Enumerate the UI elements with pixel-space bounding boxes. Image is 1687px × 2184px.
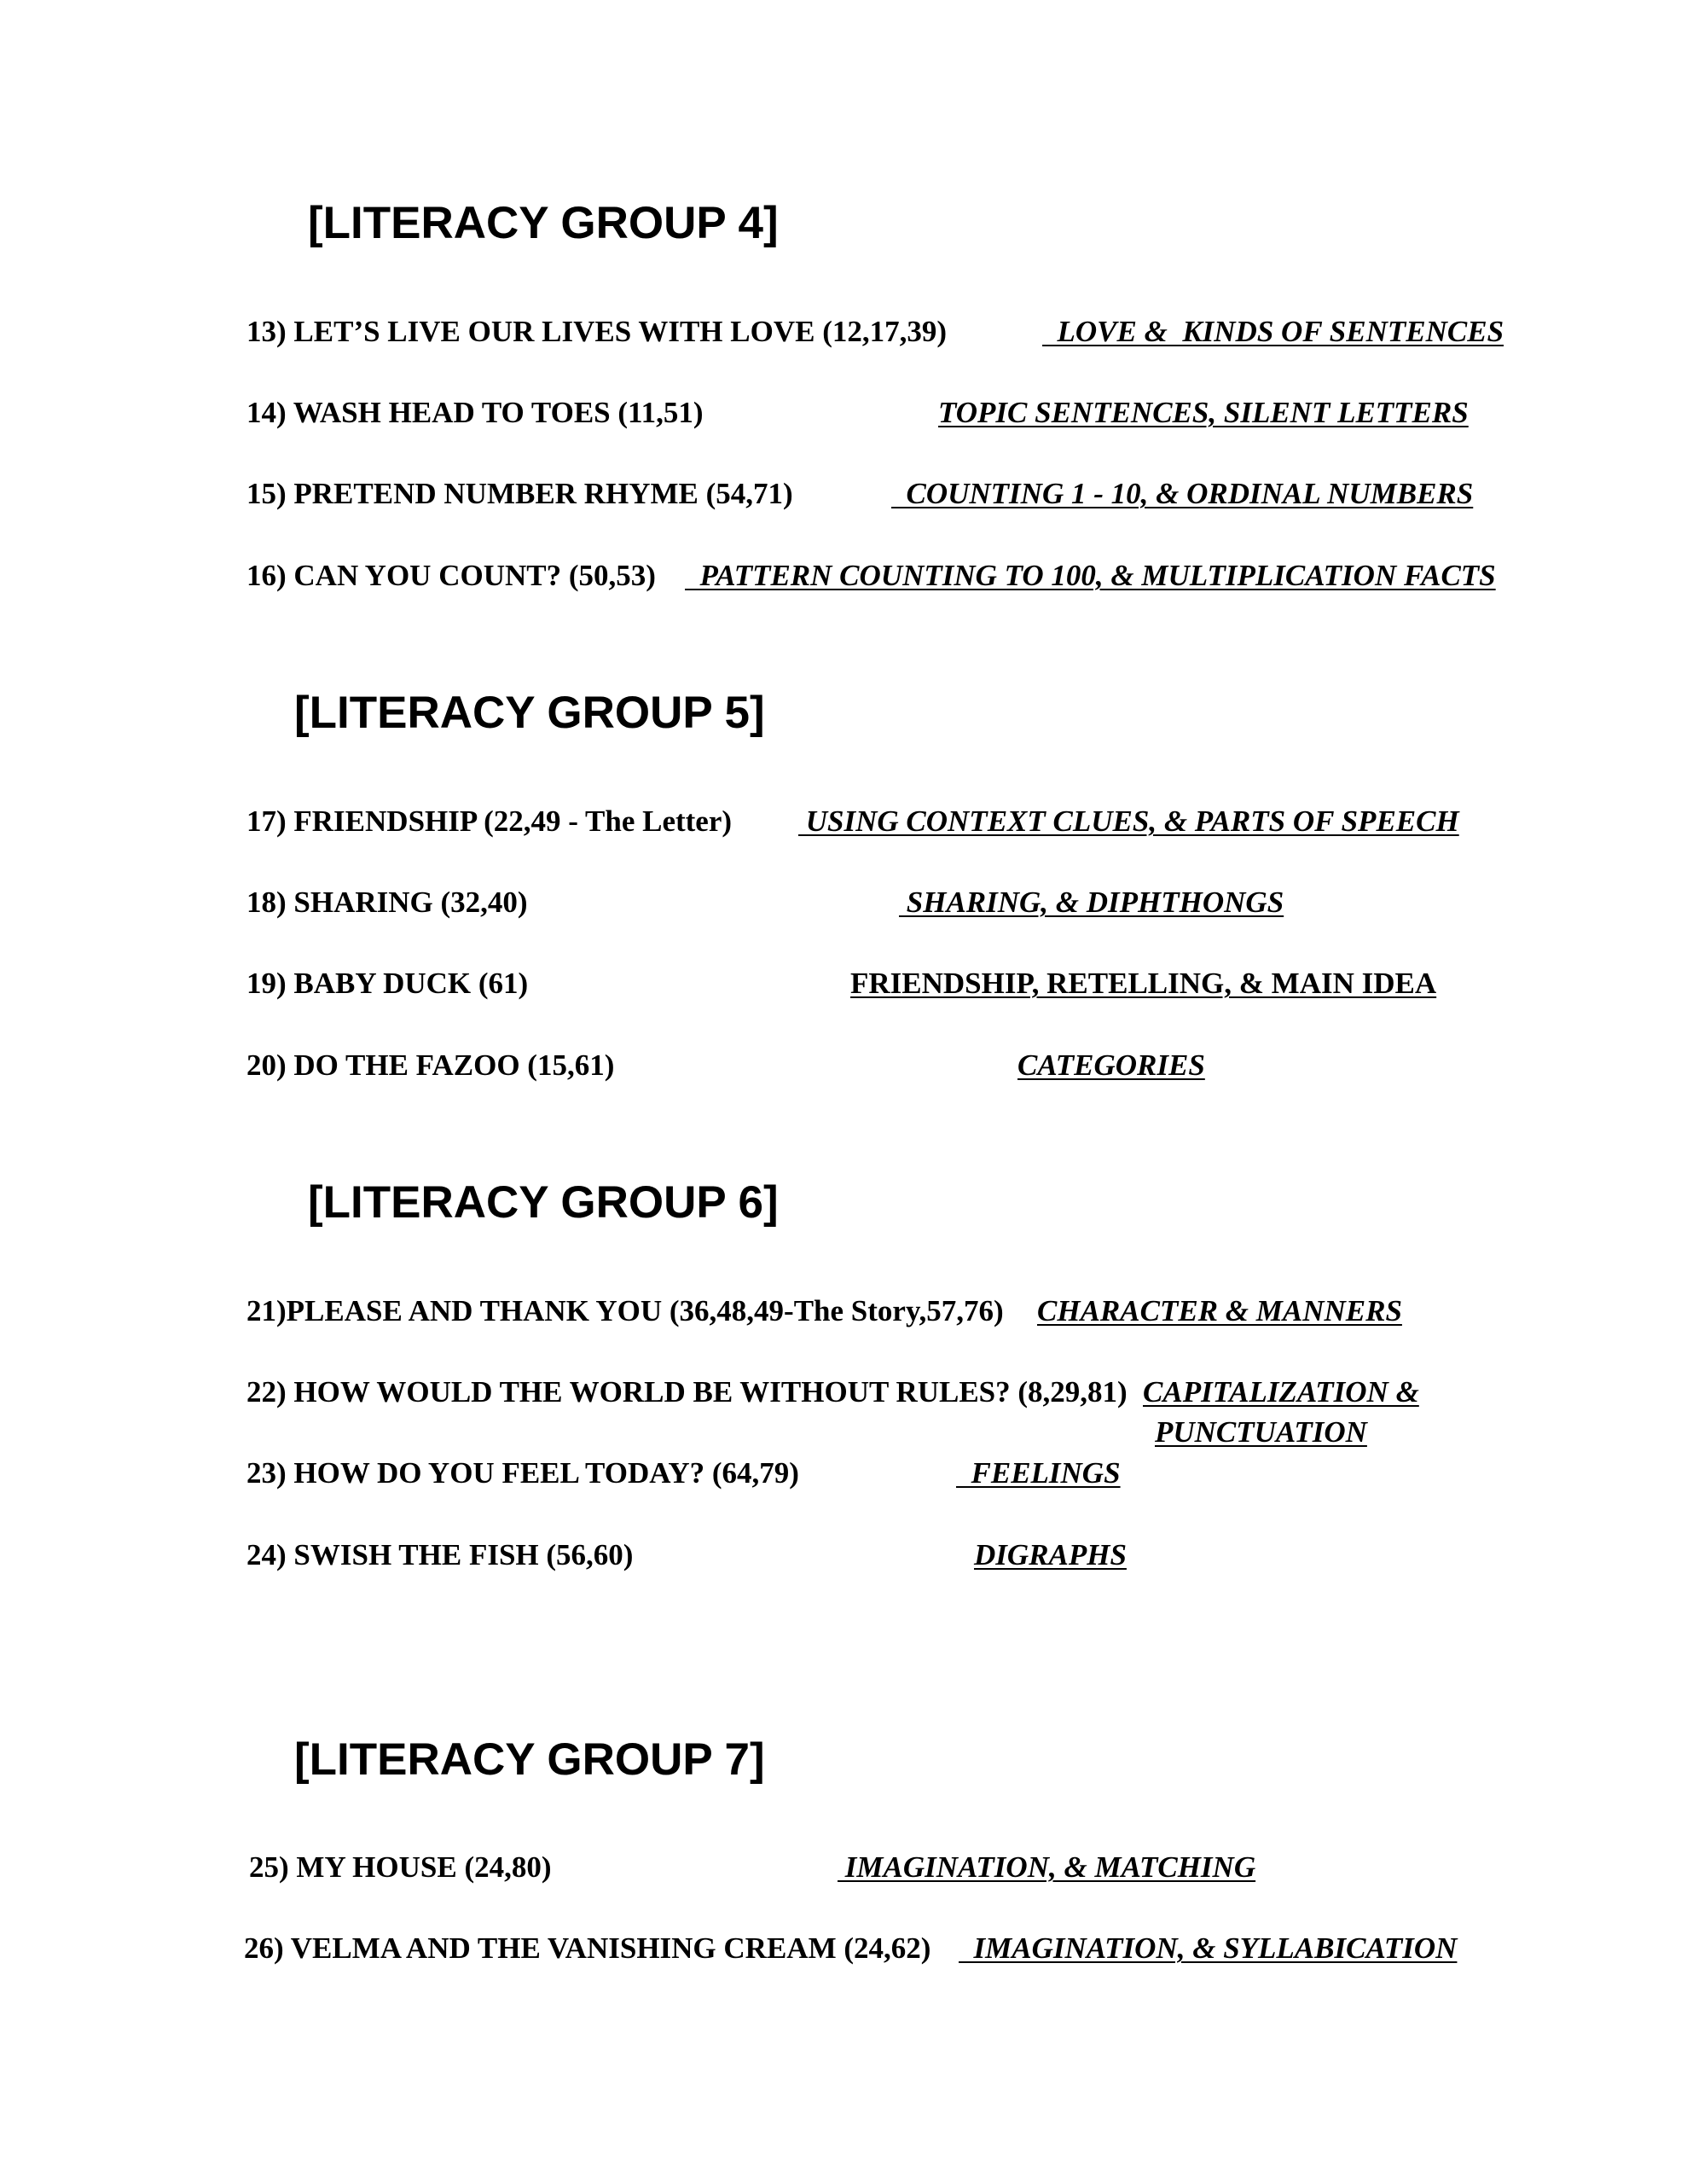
lesson-title: 17) FRIENDSHIP (22,49 - The Letter) [246,804,733,838]
lesson-topic: IMAGINATION, & SYLLABICATION [959,1931,1458,1965]
lesson-title: 18) SHARING (32,40) [246,886,528,919]
lesson-topic: PATTERN COUNTING TO 100, & MULTIPLICATION FACTS [685,559,1496,592]
lesson-topic: TOPIC SENTENCES, SILENT LETTERS [938,396,1469,429]
lesson-title: 13) LET’S LIVE OUR LIVES WITH LOVE (12,17,39) [246,315,948,348]
lesson-topic: CATEGORIES [1017,1048,1205,1082]
lesson-title: 25) MY HOUSE (24,80) [249,1850,552,1884]
lesson-title: 16) CAN YOU COUNT? (50,53) [246,559,656,592]
group-heading: [LITERACY GROUP 4] [308,198,779,248]
lesson-topic: FRIENDSHIP, RETELLING, & MAIN IDEA [850,967,1437,1000]
lesson-topic: IMAGINATION, & MATCHING [838,1850,1256,1884]
lesson-title: 23) HOW DO YOU FEEL TODAY? (64,79) [246,1456,799,1490]
lesson-title: 15) PRETEND NUMBER RHYME (54,71) [246,477,793,510]
lesson-title: 26) VELMA AND THE VANISHING CREAM (24,62) [244,1931,931,1965]
lesson-topic: CHARACTER & MANNERS [1037,1294,1402,1327]
lesson-title: 24) SWISH THE FISH (56,60) [246,1538,634,1571]
lesson-topic: USING CONTEXT CLUES, & PARTS OF SPEECH [798,804,1459,838]
group-heading: [LITERACY GROUP 6] [308,1177,779,1228]
lesson-title: 19) BABY DUCK (61) [246,967,529,1000]
lesson-title: 20) DO THE FAZOO (15,61) [246,1048,615,1082]
lesson-topic: DIGRAPHS [974,1538,1127,1571]
lesson-topic: CAPITALIZATION & [1143,1375,1419,1409]
lesson-topic: LOVE & KINDS OF SENTENCES [1042,315,1504,348]
lesson-title: 22) HOW WOULD THE WORLD BE WITHOUT RULES? (8,29,81) [246,1375,1128,1409]
lesson-title: 21)PLEASE AND THANK YOU (36,48,49-The Story,57,76) [246,1294,1004,1327]
lesson-topic: FEELINGS [956,1456,1121,1490]
lesson-topic-continued: PUNCTUATION [1155,1415,1367,1449]
group-heading: [LITERACY GROUP 7] [294,1734,765,1785]
lesson-topic: SHARING, & DIPHTHONGS [899,886,1284,919]
lesson-title: 14) WASH HEAD TO TOES (11,51) [246,396,704,429]
lesson-topic: COUNTING 1 - 10, & ORDINAL NUMBERS [891,477,1474,510]
group-heading: [LITERACY GROUP 5] [294,688,765,738]
